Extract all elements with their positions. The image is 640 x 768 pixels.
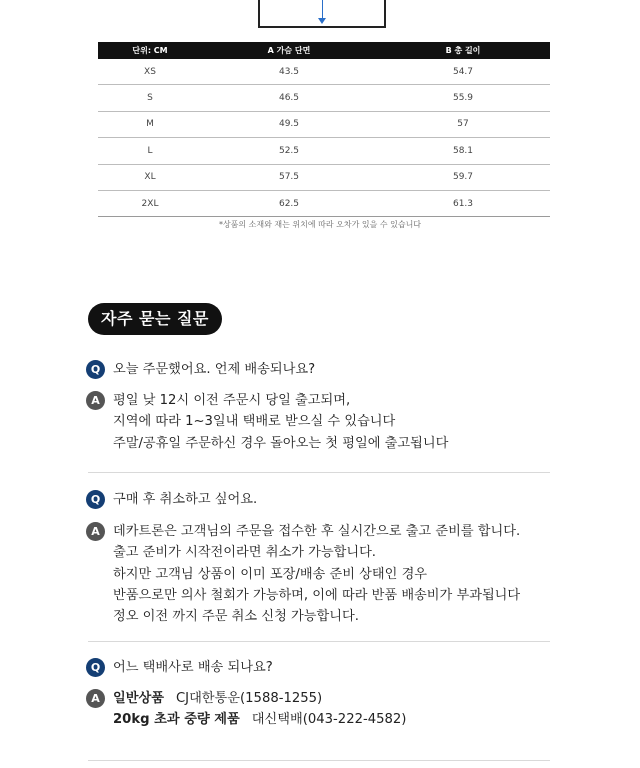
- faq-divider: [88, 760, 550, 761]
- answer-line: 하지만 고객님 상품이 이미 포장/배송 준비 상태인 경우: [113, 566, 428, 582]
- size-cell: XS: [98, 59, 202, 85]
- size-table: [98, 42, 550, 217]
- table-row: [98, 59, 550, 85]
- chest-cell: 57.5: [202, 164, 376, 190]
- size-table-header: [98, 42, 550, 59]
- length-cell: 55.9: [376, 85, 550, 111]
- length-cell: 61.3: [376, 190, 550, 216]
- table-row: [98, 190, 550, 216]
- courier-general: [113, 688, 406, 709]
- chest-cell: 46.5: [202, 85, 376, 111]
- courier-heavy: [113, 709, 406, 730]
- table-row: [98, 111, 550, 137]
- question-row: [86, 658, 273, 677]
- answer-text: [113, 390, 448, 454]
- answer-line: 데카트론은 고객님의 주문을 접수한 후 실시간으로 출고 준비를 합니다.: [113, 524, 521, 539]
- answer-row: [86, 522, 520, 627]
- length-cell: 54.7: [376, 59, 550, 85]
- size-cell: 2XL: [98, 190, 202, 216]
- answer-text: [113, 521, 520, 627]
- header-length: B 총 길이: [376, 42, 550, 59]
- question-row: [86, 360, 315, 379]
- size-cell: XL: [98, 164, 202, 190]
- length-cell: 59.7: [376, 164, 550, 190]
- faq-divider: [88, 472, 550, 473]
- a-badge: A: [86, 689, 105, 708]
- a-badge: A: [86, 391, 105, 410]
- question-text: 오늘 주문했어요. 언제 배송되나요?: [113, 362, 316, 377]
- measure-arrowhead: [318, 18, 326, 24]
- question-text: 어느 택배사로 배송 되나요?: [113, 660, 273, 675]
- answer-row: [86, 689, 406, 731]
- courier-kind: 20kg 초과 중량 제품: [113, 712, 240, 728]
- size-cell: S: [98, 85, 202, 111]
- question-row: [86, 490, 257, 509]
- size-cell: M: [98, 111, 202, 137]
- q-badge: Q: [86, 658, 105, 677]
- chest-cell: 62.5: [202, 190, 376, 216]
- size-cell: L: [98, 138, 202, 164]
- courier-kind: 일반상품: [113, 691, 164, 706]
- faq-divider: [88, 641, 550, 642]
- length-cell: 58.1: [376, 138, 550, 164]
- chest-cell: 49.5: [202, 111, 376, 137]
- answer-text: [113, 688, 406, 731]
- answer-line: 정오 이전 까지 주문 취소 신청 가능합니다.: [113, 609, 359, 625]
- faq-title: 자주 묻는 질문: [88, 303, 222, 335]
- courier-company: CJ대한통운(1588-1255): [175, 691, 323, 706]
- size-note: *상품의 소재와 재는 위치에 따라 오차가 있을 수 있습니다: [218, 220, 422, 229]
- answer-line: 출고 준비가 시작전이라면 취소가 가능합니다.: [113, 545, 377, 561]
- header-chest: A 가슴 단면: [202, 42, 376, 59]
- q-badge: Q: [86, 360, 105, 379]
- answer-line: 반품으로만 의사 철회가 가능하며, 이에 따라 반품 배송비가 부과됩니다: [113, 587, 521, 603]
- answer-line: 주말/공휴일 주문하신 경우 돌아오는 첫 평일에 출고됩니다: [113, 435, 449, 451]
- answer-line: 평일 낮 12시 이전 주문시 당일 출고되며,: [113, 393, 351, 408]
- chest-cell: 52.5: [202, 138, 376, 164]
- chest-cell: 43.5: [202, 59, 376, 85]
- courier-company: 대신택배(043-222-4582): [251, 712, 407, 728]
- garment-diagram: [258, 0, 386, 28]
- table-row: [98, 164, 550, 190]
- measure-arrow: [322, 0, 323, 20]
- question-text: 구매 후 취소하고 싶어요.: [113, 492, 258, 507]
- answer-row: [86, 391, 448, 454]
- length-cell: 57: [376, 111, 550, 137]
- header-unit: 단위: CM: [98, 42, 202, 59]
- table-row: [98, 85, 550, 111]
- answer-line: 지역에 따라 1~3일내 택배로 받으실 수 있습니다: [113, 414, 396, 430]
- q-badge: Q: [86, 490, 105, 509]
- table-row: [98, 138, 550, 164]
- a-badge: A: [86, 522, 105, 541]
